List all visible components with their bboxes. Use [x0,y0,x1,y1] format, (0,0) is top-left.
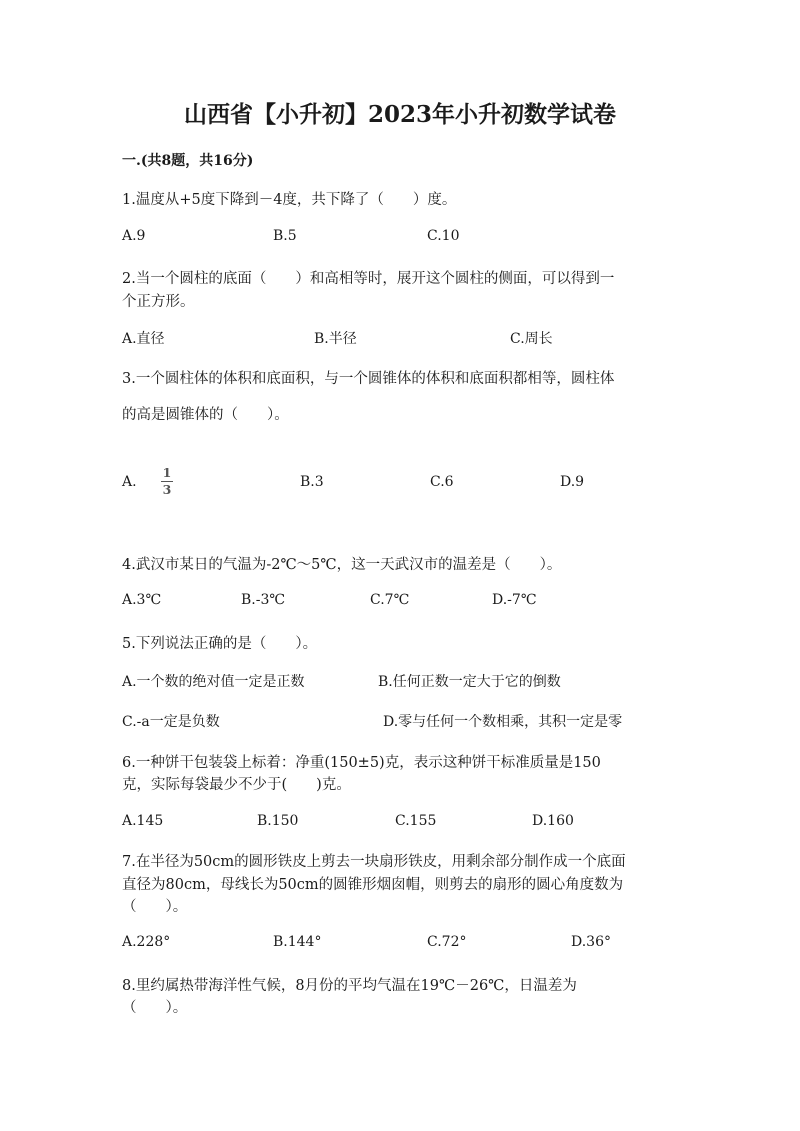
question-8-text-line-1: 8.里约属热带海洋性气候，8月份的平均气温在19℃－26℃，日温差为 [122,978,577,994]
fraction-one-third [160,466,174,497]
question-2-text-line-2: 个正方形。 [122,294,195,310]
question-6-option-a: A.145 [122,813,164,829]
question-7-option-b: B.144° [273,934,322,950]
question-7-text-line-2: 直径为80cm，母线长为50cm的圆锥形烟囱帽，则剪去的扇形的圆心角度数为 [122,877,624,893]
section-heading: 一.(共8题，共16分) [122,153,254,169]
question-5-option-d: D.零与任何一个数相乘，其积一定是零 [383,714,623,730]
question-5-text: 5.下列说法正确的是（ ）。 [122,636,318,652]
question-3-option-c: C.6 [430,474,454,490]
question-3-option-b: B.3 [300,474,324,490]
page-title: 山西省【小升初】2023年小升初数学试卷 [183,101,616,128]
question-7-option-c: C.72° [427,934,467,950]
question-1-option-c: C.10 [427,228,460,244]
question-7-text-line-3: （ ）。 [122,899,188,915]
question-7-option-a: A.228° [122,934,171,950]
question-4-option-a: A.3℃ [122,592,162,608]
question-2-option-c: C.周长 [510,331,553,347]
question-6-option-b: B.150 [257,813,299,829]
question-6-text-line-1: 6.一种饼干包装袋上标着：净重(150±5)克，表示这种饼干标准质量是150 [122,755,601,771]
question-2-text-line-1: 2.当一个圆柱的底面（ ）和高相等时，展开这个圆柱的侧面，可以得到一 [122,271,615,287]
question-4-option-c: C.7℃ [370,592,410,608]
question-5-option-b: B.任何正数一定大于它的倒数 [378,674,561,690]
question-5-option-c: C.-a一定是负数 [122,714,220,730]
question-1-option-a: A.9 [122,228,146,244]
question-4-text: 4.武汉市某日的气温为-2℃～5℃，这一天武汉市的温差是（ ）。 [122,557,562,573]
question-2-option-b: B.半径 [314,331,357,347]
question-1-option-b: B.5 [273,228,297,244]
question-3-text-line-1: 3.一个圆柱体的体积和底面积，与一个圆锥体的体积和底面积都相等，圆柱体 [122,371,615,387]
fraction-numerator: 1 [162,465,172,480]
question-1-text: 1.温度从+5度下降到－4度，共下降了（ ）度。 [122,192,457,208]
question-6-text-line-2: 克，实际每袋最少不少于( )克。 [122,777,351,793]
question-3-option-d: D.9 [560,474,585,490]
question-4-option-d: D.-7℃ [492,592,537,608]
question-6-option-d: D.160 [532,813,574,829]
question-3-text-line-2: 的高是圆锥体的（ ）。 [122,407,289,423]
question-3-option-a: A. [122,474,137,490]
question-6-option-c: C.155 [395,813,437,829]
question-8-text-line-2: （ ）。 [122,1000,188,1016]
question-7-text-line-1: 7.在半径为50cm的圆形铁皮上剪去一块扇形铁皮，用剩余部分制作成一个底面 [122,854,626,870]
question-7-option-d: D.36° [571,934,611,950]
fraction-denominator: 3 [162,482,172,498]
question-2-option-a: A.直径 [122,331,165,347]
question-5-option-a: A.一个数的绝对值一定是正数 [122,674,305,690]
question-4-option-b: B.-3℃ [241,592,286,608]
